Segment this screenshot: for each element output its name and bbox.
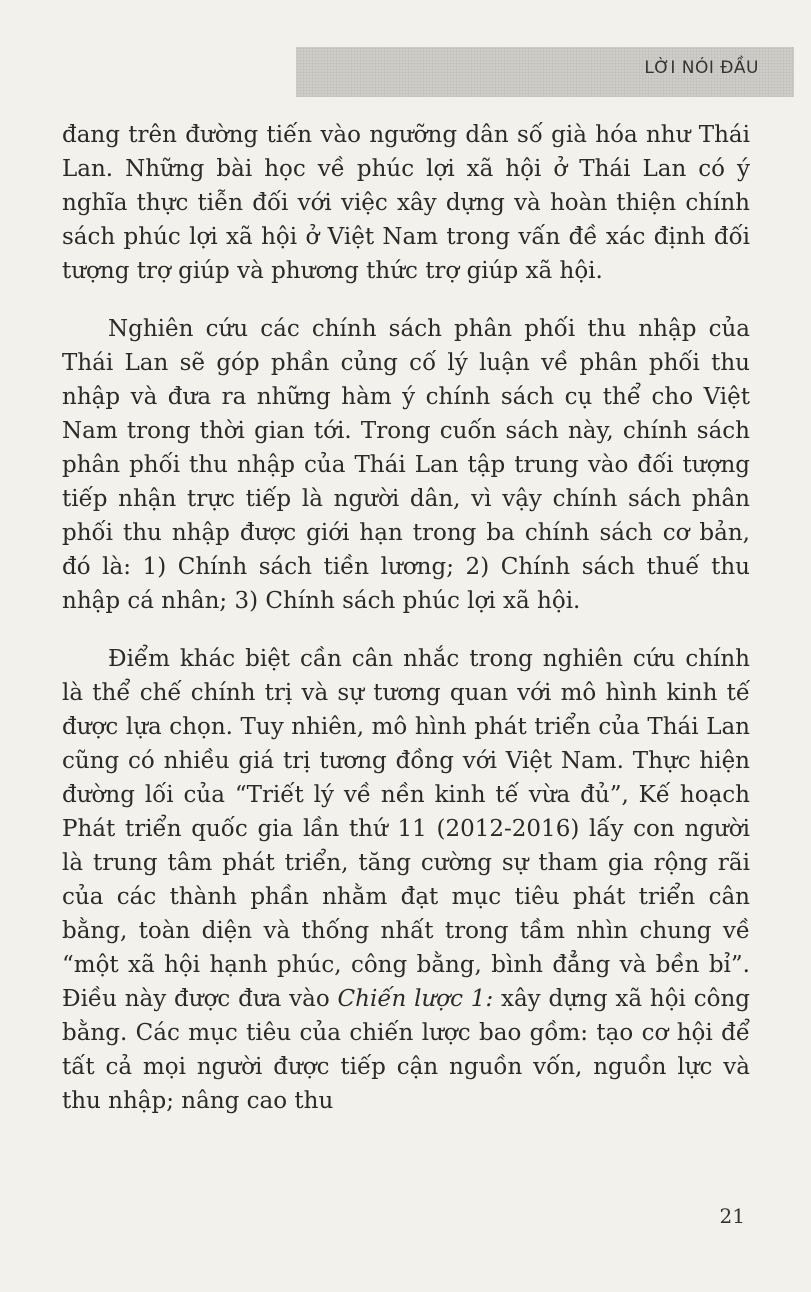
body-text [62, 118, 750, 1142]
paragraph-1: đang trên đường tiến vào ngưỡng dân số già hóa như Thái Lan. Những bài học về phúc lợi xã hội ở Thái Lan có ý nghĩa thực tiễn đối với việc xây dựng và hoàn thiện chính sách phúc lợi xã hội ở Việt Nam trong vấn đề xác định đối tượng trợ giúp và phương thức trợ giúp xã hội. [62, 122, 750, 284]
paragraph-3 [62, 642, 750, 1118]
paragraph-2: Nghiên cứu các chính sách phân phối thu nhập của Thái Lan sẽ góp phần củng cố lý luận về phân phối thu nhập và đưa ra những hàm ý chính sách cụ thể cho Việt Nam trong thời gian tới. Trong cuốn sách này, chính sách phân phối thu nhập của Thái Lan tập trung vào đối tượng tiếp nhận trực tiếp là người dân, vì vậy chính sách phân phối thu nhập được giới hạn trong ba chính sách cơ bản, đó là: 1) Chính sách tiền lương; 2) Chính sách thuế thu nhập cá nhân; 3) Chính sách phúc lợi xã hội. [62, 316, 750, 614]
page-number: 21 [719, 1204, 745, 1228]
paragraph-3-emphasis: Chiến lược 1: [337, 986, 494, 1012]
running-header-title: LỜI NÓI ĐẦU [644, 58, 759, 78]
paragraph-3-text-before: Điểm khác biệt cần cân nhắc trong nghiên cứu chính là thể chế chính trị và sự tương quan với mô hình kinh tế được lựa chọn. Tuy nhiên, mô hình phát triển của Thái Lan cũng có nhiều giá trị tương đồng với Việt Nam. Thực hiện đường lối của “Triết lý về nền kinh tế vừa đủ”, Kế hoạch Phát triển quốc gia lần thứ 11 (2012-2016) lấy con người là trung tâm phát triển, tăng cường sự tham gia rộng rãi của các thành phần nhằm đạt mục tiêu phát triển cân bằng, toàn diện và thống nhất trong tầm nhìn chung về “một xã hội hạnh phúc, công bằng, bình đẳng và bền bỉ”. Điều này được đưa vào [62, 646, 750, 1012]
paragraph-3-text-after: xây dựng xã hội công bằng. Các mục tiêu của chiến lược bao gồm: tạo cơ hội để tất cả mọi người được tiếp cận nguồn vốn, nguồn lực và thu nhập; nâng cao thu [62, 986, 750, 1114]
